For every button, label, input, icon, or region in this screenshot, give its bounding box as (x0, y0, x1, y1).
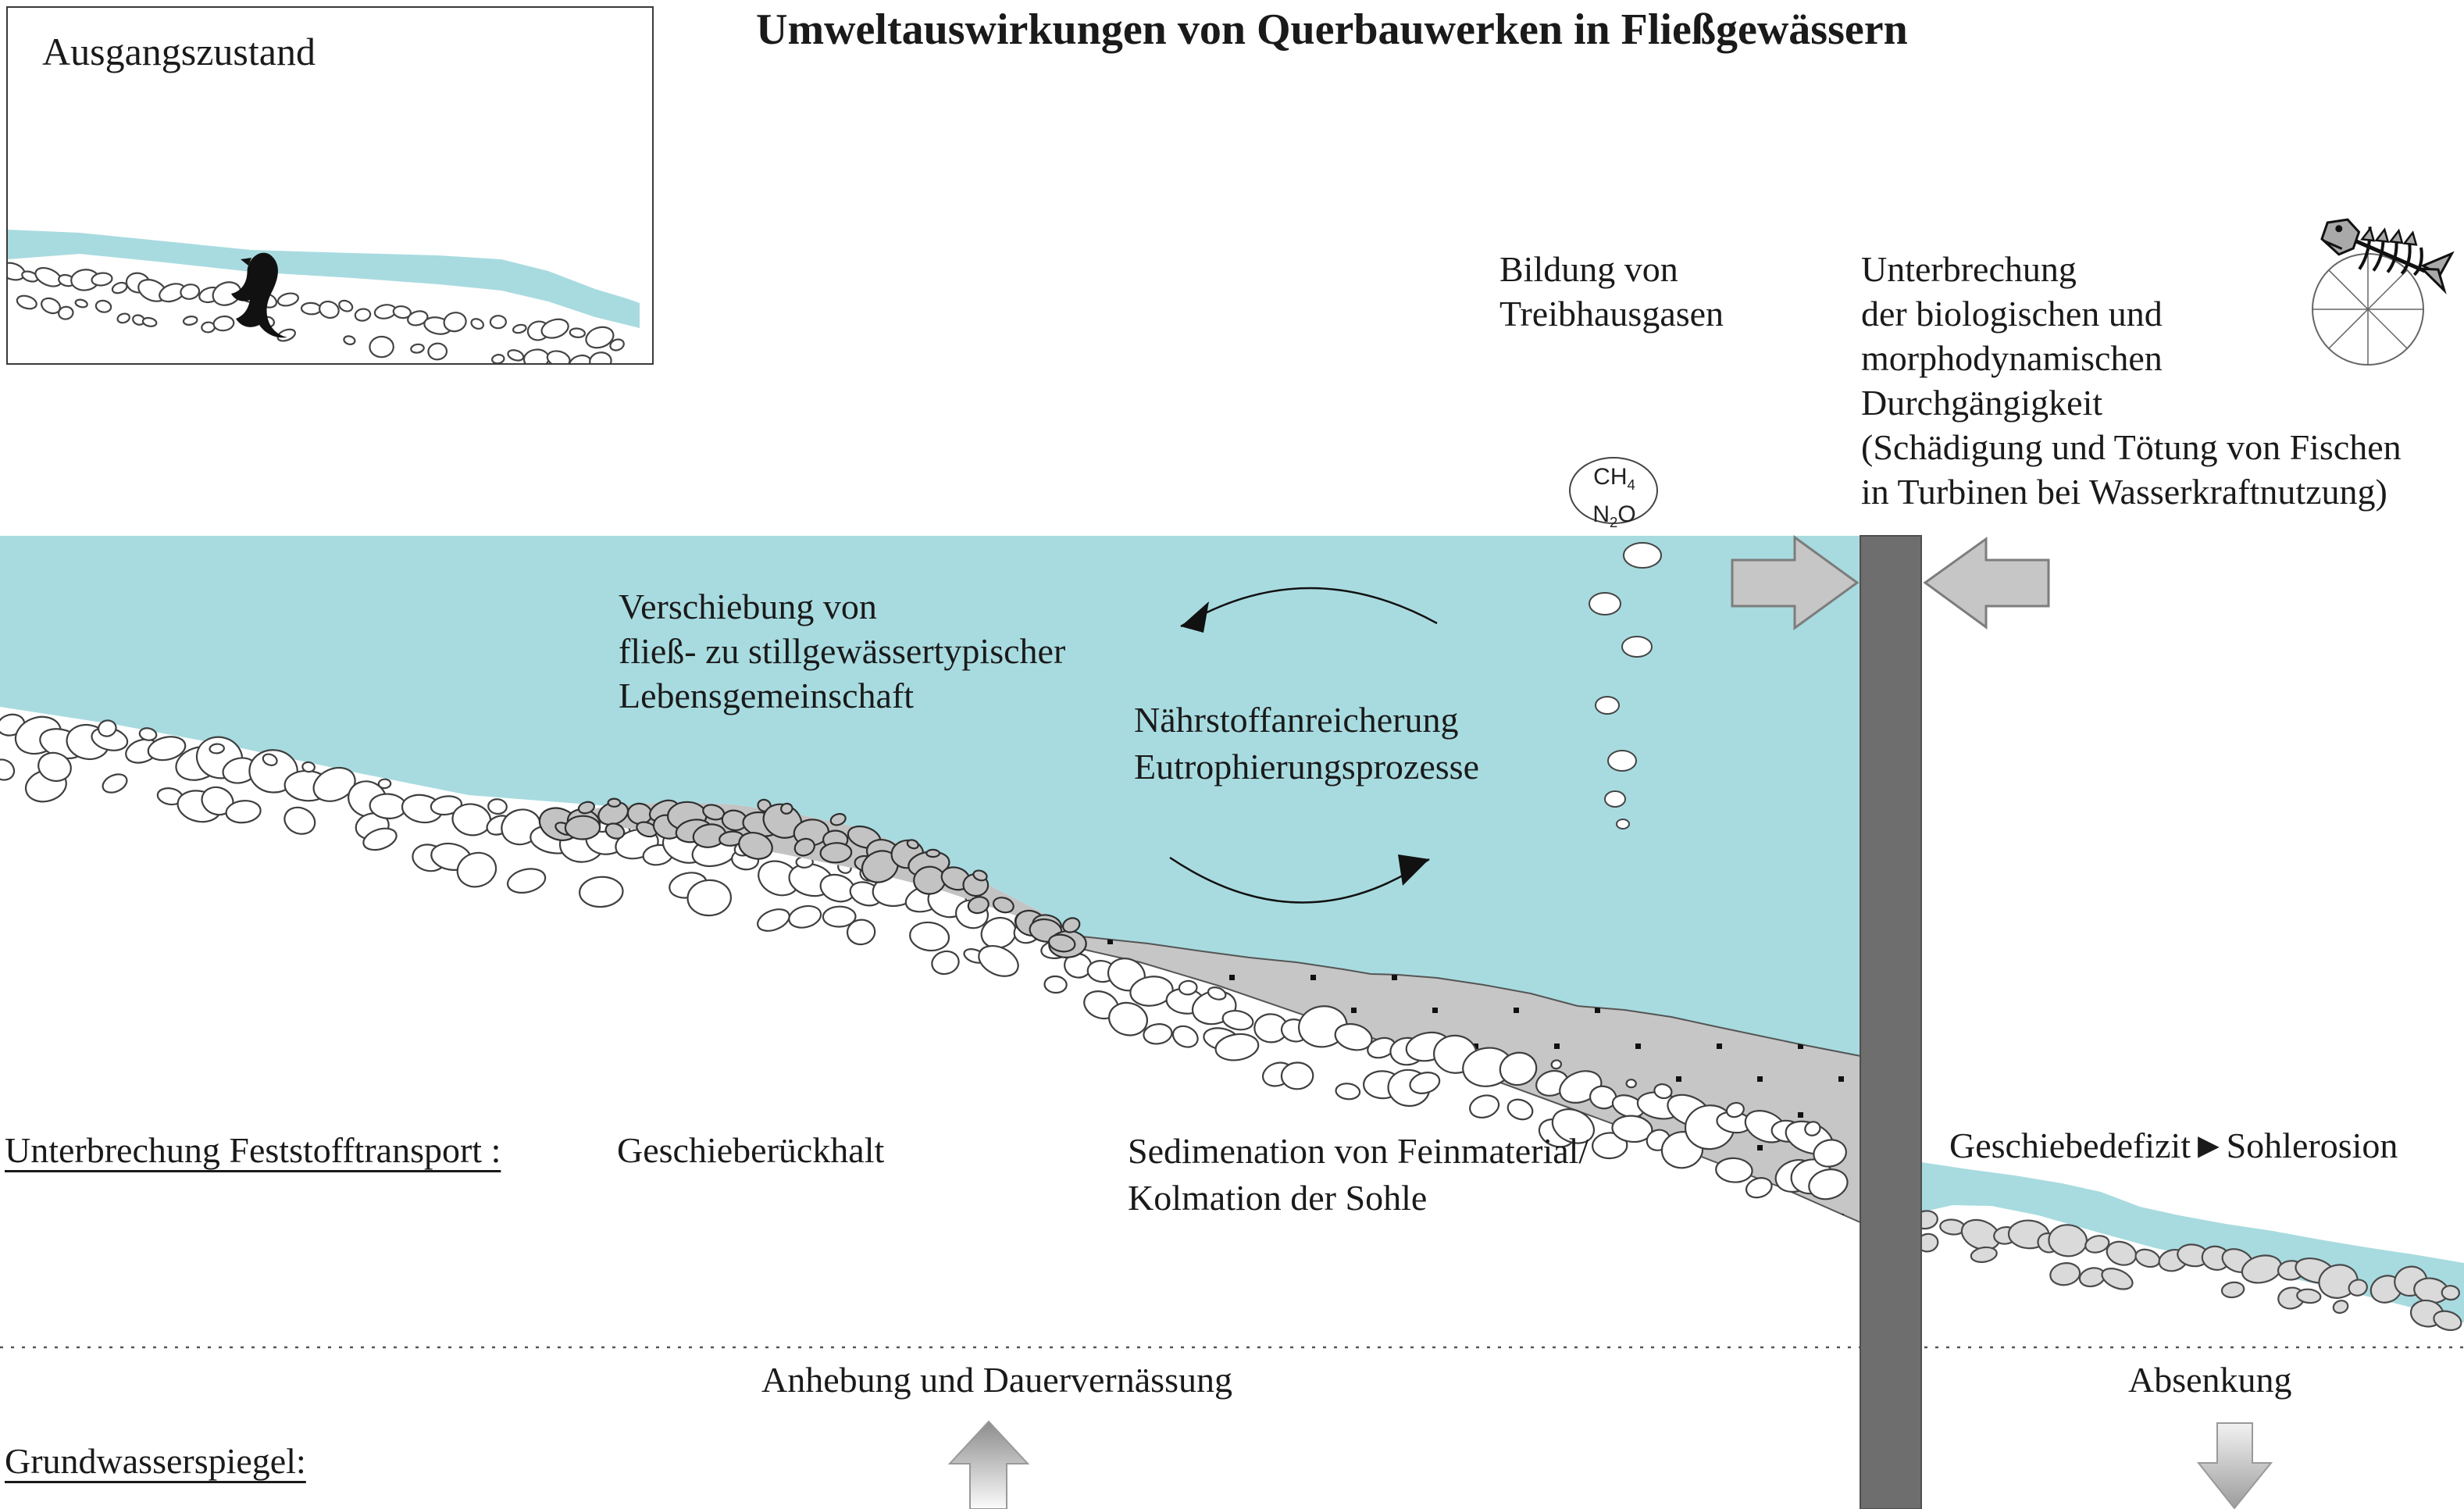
dam-structure (1860, 536, 1921, 1509)
label-geschiebedefizit: Geschiebedefizit►Sohlerosion (1949, 1126, 2398, 1165)
label-naehrstoff: Nährstoffanreicherung Eutrophierungsprozesse (1134, 700, 1479, 787)
gas-bubble-label: $CH_4$ $N_2O$ (1592, 464, 1636, 530)
gas-bubble (1622, 637, 1652, 657)
inset-title: Ausgangszustand (42, 30, 316, 73)
label-verschiebung: Verschiebung von fließ- zu stillgewässertypischer Lebensgemeinschaft (619, 587, 1066, 715)
groundwater-rise-arrow (950, 1422, 1028, 1509)
label-grundwasserspiegel: Grundwasserspiegel: (5, 1441, 306, 1481)
label-anhebung: Anhebung und Dauervernässung (761, 1360, 1232, 1400)
label-geschieberueckhalt: Geschieberückhalt (617, 1130, 885, 1170)
label-durchgaengigkeit: Unterbrechung der biologischen und morphodynamischen Durchgängigkeit (Schädigung und Tötung von Fischen in Turbinen bei Wasserkraftnutzung) (1861, 249, 2402, 512)
gas-bubble (1617, 819, 1629, 829)
downstream-transport-arrow (1925, 539, 2049, 627)
initial-state-inset (6, 6, 654, 365)
gas-bubble (1605, 791, 1625, 807)
label-absenkung: Absenkung (2128, 1360, 2292, 1400)
gas-bubble (1624, 543, 1661, 568)
gas-bubble (1608, 751, 1636, 771)
label-feststofftransport: Unterbrechung Feststofftransport : (5, 1130, 501, 1170)
groundwater-drop-arrow (2198, 1423, 2271, 1508)
page-title: Umweltauswirkungen von Querbauwerken in Fließgewässern (756, 5, 1908, 54)
label-sedimentation: Sedimenation von Feinmaterial/ Kolmation der Sohle (1128, 1131, 1589, 1218)
gas-bubble (1596, 697, 1619, 714)
label-treibhausgase: Bildung von Treibhausgasen (1499, 249, 1724, 334)
gas-bubble (1589, 593, 1621, 615)
